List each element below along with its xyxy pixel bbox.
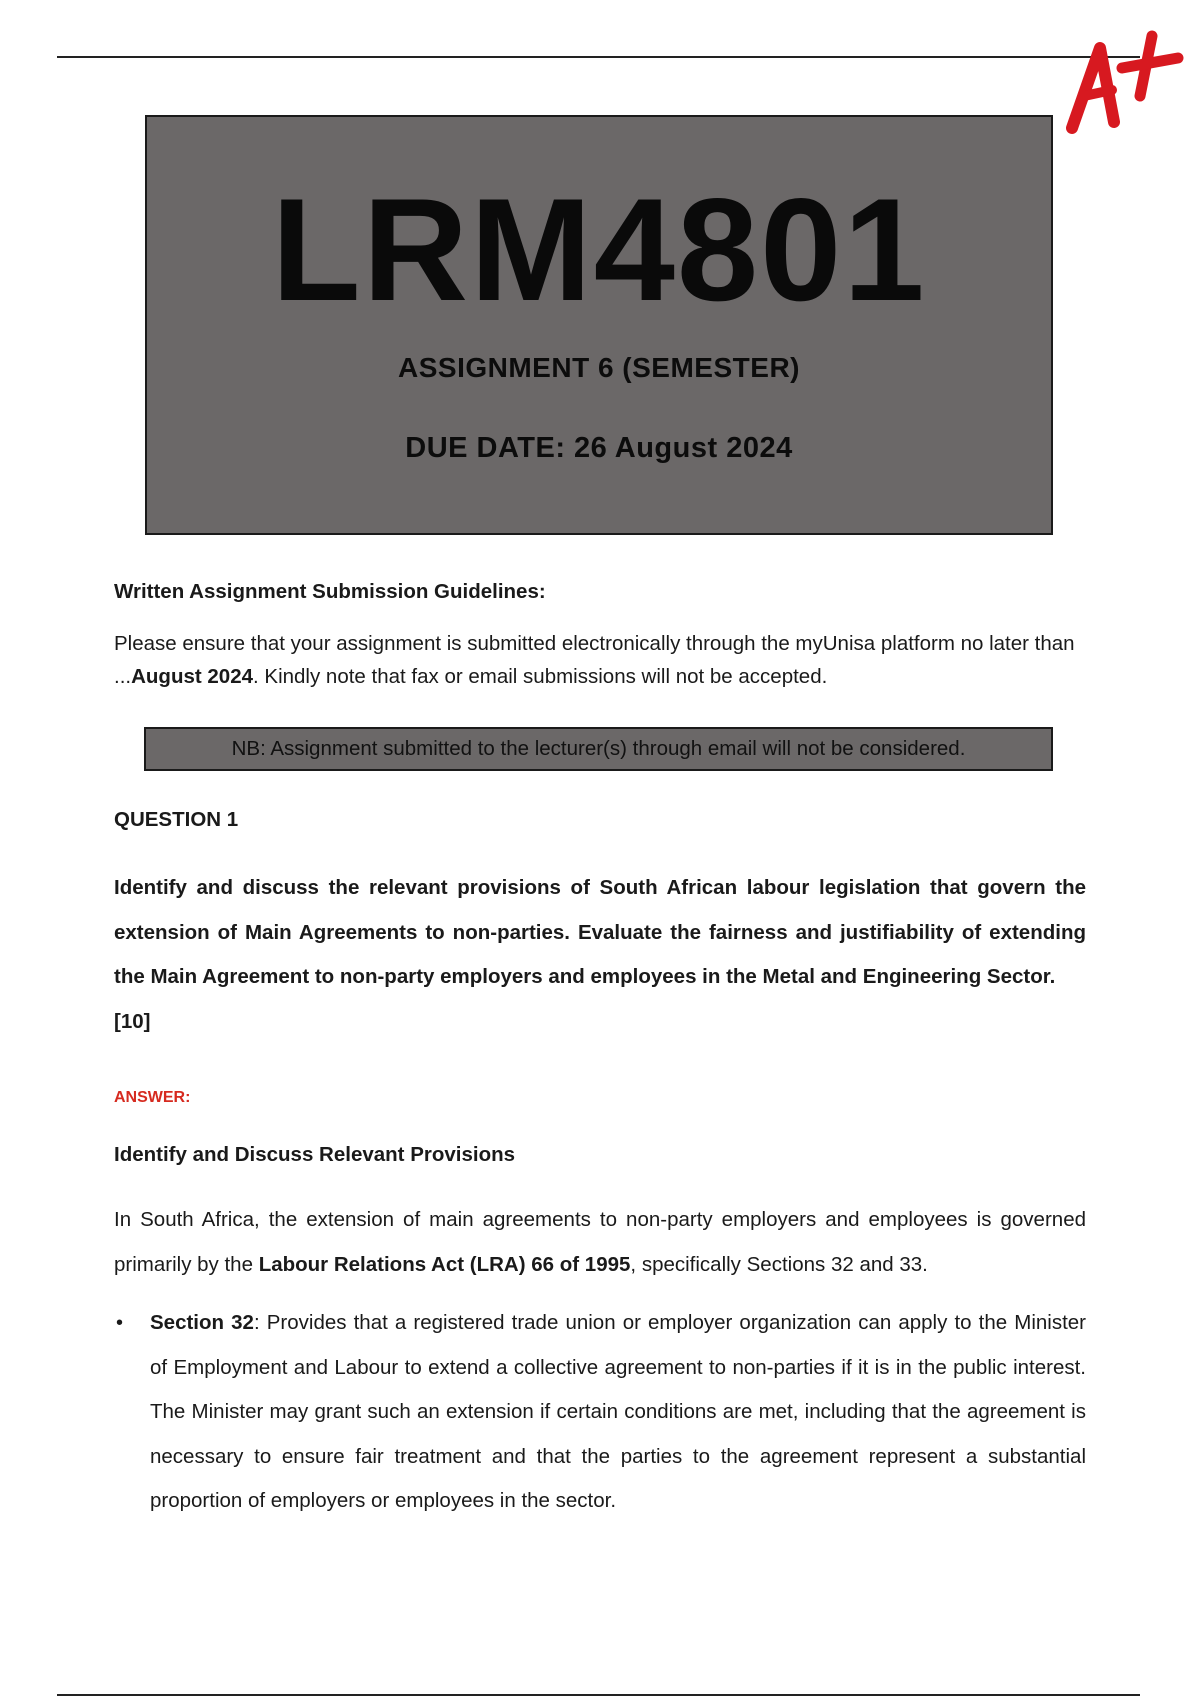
bottom-divider bbox=[57, 1694, 1140, 1696]
guidelines-paragraph bbox=[114, 627, 1086, 693]
due-date: DUE DATE: 26 August 2024 bbox=[405, 432, 793, 464]
grade-stamp-icon bbox=[1060, 18, 1190, 138]
cover-title-box bbox=[145, 115, 1053, 535]
list-item bbox=[114, 1301, 1086, 1524]
answer-label: ANSWER: bbox=[114, 1089, 191, 1106]
provisions-list bbox=[114, 1301, 1086, 1524]
question-paragraph bbox=[114, 866, 1086, 1044]
email-notice-text: NB: Assignment submitted to the lecturer(s) through email will not be considered. bbox=[231, 737, 966, 760]
question-heading: QUESTION 1 bbox=[114, 808, 239, 831]
assignment-title: ASSIGNMENT 6 (SEMESTER) bbox=[398, 352, 800, 383]
guidelines-deadline: August 2024 bbox=[131, 665, 253, 688]
guidelines-heading: Written Assignment Submission Guidelines: bbox=[114, 580, 546, 603]
answer-intro-paragraph bbox=[114, 1198, 1086, 1287]
top-divider bbox=[57, 56, 1140, 58]
guidelines-text: Please ensure that your assignment is submitted electronically through the myUnisa platform no later than ... bbox=[114, 632, 1075, 688]
course-code: LRM4801 bbox=[271, 168, 927, 331]
answer-intro-text: In South Africa, the extension of main agreements to non-party employers and employees is governed primarily by the bbox=[114, 1208, 1086, 1276]
bullet-icon: • bbox=[116, 1312, 124, 1334]
answer-intro-text-end: , specifically Sections 32 and 33. bbox=[630, 1252, 928, 1276]
email-notice-box bbox=[144, 727, 1053, 771]
question-text: Identify and discuss the relevant provisions of South African labour legislation that govern the extension of Main Agreements to non-parties. Evaluate the fairness and justifiability of extending the Main Agreement to non-party employers and employees in the Metal and Engineering Sector. bbox=[114, 876, 1086, 988]
bullet-text: : Provides that a registered trade union or employer organization can apply to the Minister of Employment and Labour to extend a collective agreement to non-parties if it is in the public interest. The Minister may grant such an extension if certain conditions are met, including that the agreement is necessary to ensure fair treatment and that the parties to the agreement represent a substantial proportion of employers or employees in the sector. bbox=[150, 1311, 1086, 1512]
question-marks: [10] bbox=[114, 1009, 151, 1033]
bullet-title: Section 32 bbox=[150, 1311, 254, 1334]
act-reference: Labour Relations Act (LRA) 66 of 1995 bbox=[258, 1252, 631, 1276]
section-heading: Identify and Discuss Relevant Provisions bbox=[114, 1143, 516, 1166]
guidelines-text-end: . Kindly note that fax or email submissions will not be accepted. bbox=[253, 665, 828, 688]
